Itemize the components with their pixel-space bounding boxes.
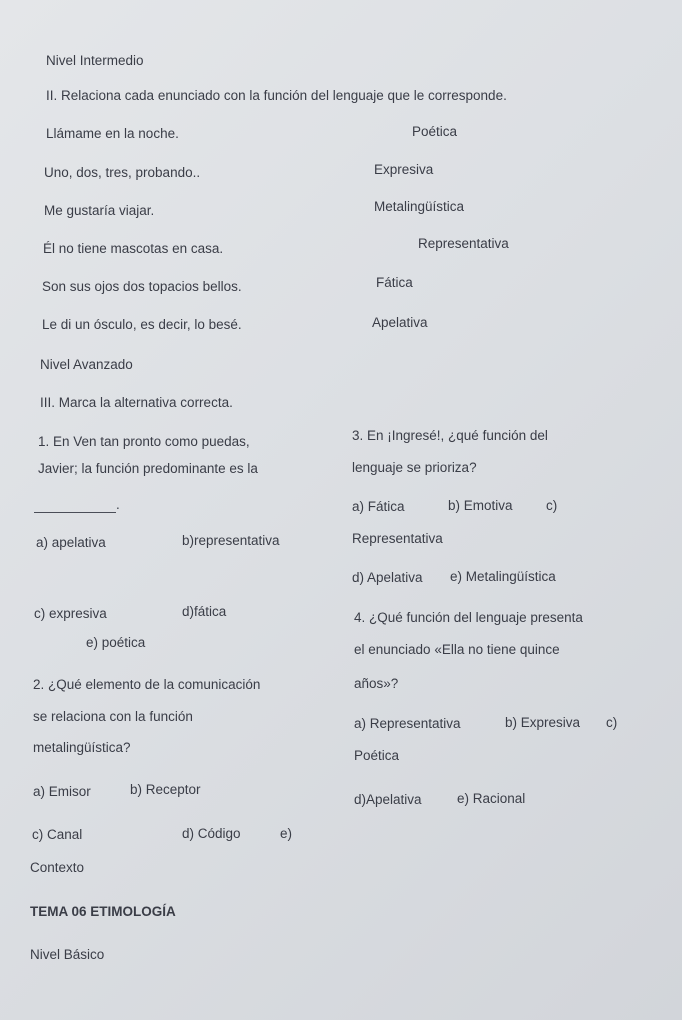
q4-option-c: c) xyxy=(606,715,618,730)
q4-option-e: e) Racional xyxy=(457,791,526,806)
statement-5: Son sus ojos dos topacios bellos. xyxy=(42,279,242,294)
function-option-5: Fática xyxy=(376,275,413,290)
q1-option-b: b)representativa xyxy=(182,533,280,548)
q3-option-d: d) Apelativa xyxy=(352,570,423,585)
q2-option-d: d) Código xyxy=(182,826,241,841)
q2-line-3: metalingüística? xyxy=(33,740,131,755)
topic-title: TEMA 06 ETIMOLOGÍA xyxy=(30,904,176,919)
q2-line-2: se relaciona con la función xyxy=(33,709,193,724)
q2-option-b: b) Receptor xyxy=(130,782,201,797)
q1-option-c: c) expresiva xyxy=(34,606,107,621)
q4-option-a: a) Representativa xyxy=(354,716,461,731)
q4-line-3: años»? xyxy=(354,676,399,691)
q2-option-c: c) Canal xyxy=(32,827,83,842)
q3-option-c-cont: Representativa xyxy=(352,531,443,546)
q3-line-2: lenguaje se prioriza? xyxy=(352,460,477,475)
level-heading-basic: Nivel Básico xyxy=(30,947,105,962)
level-heading-intermediate: Nivel Intermedio xyxy=(46,53,144,68)
statement-1: Llámame en la noche. xyxy=(46,126,179,141)
q1-answer-blank xyxy=(34,512,116,513)
q3-option-e: e) Metalingüística xyxy=(450,569,556,584)
q2-option-e: e) xyxy=(280,826,293,841)
function-option-2: Expresiva xyxy=(374,162,434,177)
section-ii-title: II. Relaciona cada enunciado con la función del lenguaje que le corresponde. xyxy=(46,88,507,103)
q3-option-a: a) Fática xyxy=(352,499,405,514)
q1-option-a: a) apelativa xyxy=(36,535,106,550)
q2-option-a: a) Emisor xyxy=(33,784,91,799)
q1-line-2: Javier; la función predominante es la xyxy=(38,461,258,476)
function-option-1: Poética xyxy=(412,124,458,139)
q1-option-e: e) poética xyxy=(86,635,146,650)
q4-option-b: b) Expresiva xyxy=(505,715,581,730)
section-iii-title: III. Marca la alternativa correcta. xyxy=(40,395,233,410)
context-label: Contexto xyxy=(30,860,85,875)
function-option-3: Metalingüística xyxy=(374,199,465,214)
function-option-4: Representativa xyxy=(418,236,509,251)
statement-6: Le di un ósculo, es decir, lo besé. xyxy=(42,317,242,332)
q3-line-1: 3. En ¡Ingresé!, ¿qué función del xyxy=(352,428,548,443)
function-option-6: Apelativa xyxy=(372,315,428,330)
q1-blank-end: . xyxy=(116,497,120,512)
q4-line-2: el enunciado «Ella no tiene quince xyxy=(354,642,560,657)
level-heading-advanced: Nivel Avanzado xyxy=(40,357,133,372)
q3-option-c: c) xyxy=(546,498,558,513)
q2-line-1: 2. ¿Qué elemento de la comunicación xyxy=(33,677,261,692)
statement-3: Me gustaría viajar. xyxy=(44,203,155,218)
q4-option-c-cont: Poética xyxy=(354,748,400,763)
q4-line-1: 4. ¿Qué función del lenguaje presenta xyxy=(354,610,583,625)
statement-4: Él no tiene mascotas en casa. xyxy=(43,241,224,256)
statement-2: Uno, dos, tres, probando.. xyxy=(44,165,201,180)
q4-option-d: d)Apelativa xyxy=(354,792,422,807)
q1-line-1: 1. En Ven tan pronto como puedas, xyxy=(38,434,250,449)
q1-option-d: d)fática xyxy=(182,604,227,619)
q3-option-b: b) Emotiva xyxy=(448,498,513,513)
